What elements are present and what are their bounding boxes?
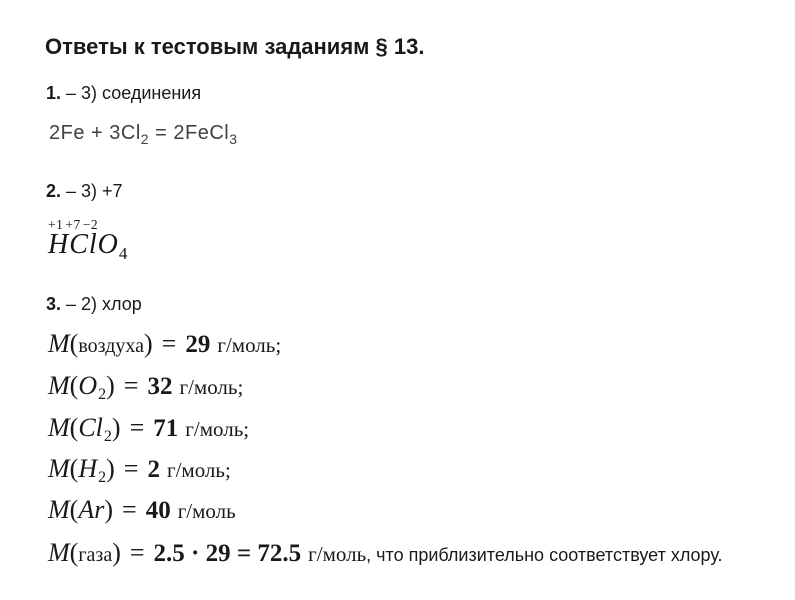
equation-part: 2Fe + 3Cl [49,122,141,144]
oxidation-o: −2 [82,217,99,232]
answer-1-number: 1. [46,83,62,103]
value: 71 [153,415,179,442]
unit: г/моль [185,417,244,441]
equals-sign: = [129,538,145,567]
subscript: 2 [98,469,107,486]
subscript: 2 [98,386,107,403]
equation-subscript: 2 [140,131,150,147]
close-paren: ) [104,495,114,524]
close-paren: ) [106,454,115,483]
close-paren: ) [112,538,121,567]
subscript: 2 [103,428,112,445]
conclusion-text: , что приблизительно соответствует хлору. [366,545,723,565]
unit: г/моль [179,375,238,399]
equals-sign: = [123,371,139,400]
m-symbol: M [48,371,70,400]
unit: г/моль [177,499,236,523]
equals-sign: = [129,413,145,442]
equals-sign: = [161,329,177,358]
open-paren: ( [69,538,79,567]
punct: ; [237,375,244,399]
hclo4-subscript: 4 [118,244,128,263]
answer-1-text: – 3) соединения [66,83,202,103]
answer-3-number: 3. [46,294,62,314]
molar-mass-o2 [48,371,243,402]
value: 2 [147,456,160,483]
arg-ar: Ar [78,495,105,524]
value: 2.5 · 29 = 72.5 [153,540,302,567]
arg-air: воздуха [78,335,144,357]
molar-mass-cl2 [48,413,249,444]
m-symbol: M [48,538,70,567]
open-paren: ( [69,454,79,483]
arg-cl2: Cl [78,413,103,442]
punct: ; [225,458,231,482]
open-paren: ( [69,413,79,442]
arg-o2: O [78,371,98,400]
equals-sign: = [123,454,139,483]
punct: ; [275,333,282,357]
iron-chloride-equation [49,122,238,145]
oxidation-cl: +7 [65,217,81,232]
equation-subscript: 3 [229,131,238,147]
hclo4-formula-text [48,229,128,263]
answer-2-number: 2. [46,181,62,201]
arg-gas: газа [78,544,113,566]
answer-1 [46,83,201,104]
m-symbol: M [48,413,70,442]
close-paren: ) [106,371,115,400]
m-symbol: M [48,329,70,358]
hclo4-letters: HClO [48,229,119,260]
molar-mass-ar [48,495,236,526]
equals-sign: = [122,495,137,524]
page-title: Ответы к тестовым заданиям § 13. [45,34,425,59]
value: 29 [185,331,211,358]
molar-mass-air [48,329,281,361]
answer-2-text: – 3) +7 [66,181,123,201]
close-paren: ) [143,329,153,358]
unit: г/моль [217,333,276,357]
punct: ; [243,417,250,441]
arg-h2: H [78,454,98,483]
value: 40 [145,497,171,524]
value: 32 [147,373,173,400]
unit: г/моль [166,458,225,482]
unit: г/моль [308,542,367,566]
equation-part: = 2FeCl [149,122,230,144]
molar-mass-h2 [48,454,231,485]
m-symbol: M [48,495,70,524]
open-paren: ( [69,495,79,524]
oxidation-h: +1 [48,217,64,232]
molar-mass-gas [48,538,723,570]
open-paren: ( [69,329,79,358]
formula-hclo4 [48,217,128,263]
close-paren: ) [111,413,121,442]
open-paren: ( [69,371,79,400]
m-symbol: M [48,454,70,483]
answer-3-text: – 2) хлор [66,294,142,314]
answer-2 [46,181,123,202]
answer-3 [46,294,142,315]
